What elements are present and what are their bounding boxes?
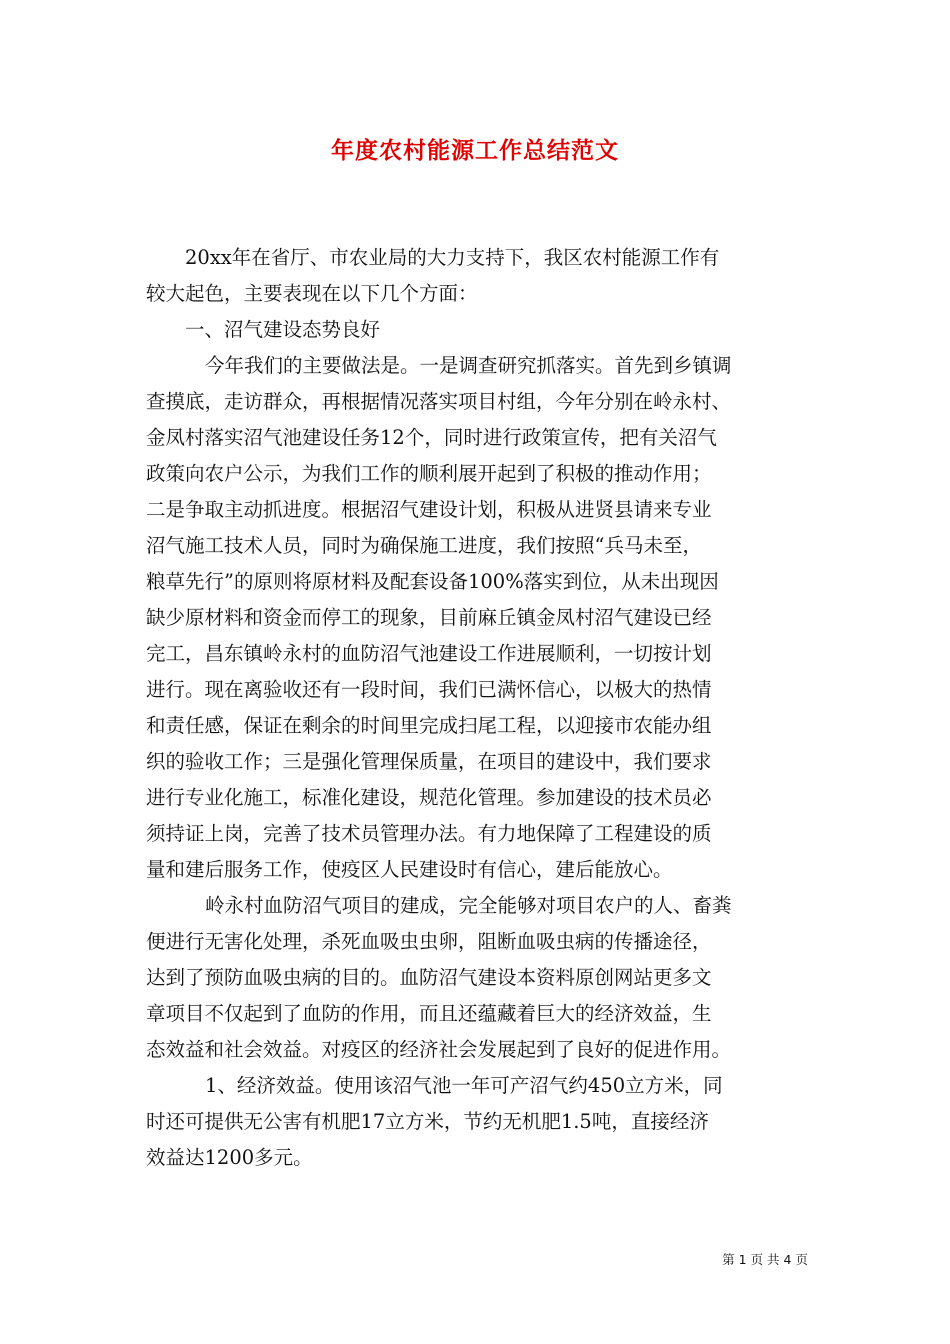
body-line: 粮草先行”的原则将原材料及配套设备100%落实到位，从未出现因 <box>146 570 719 593</box>
body-line: 态效益和社会效益。对疫区的经济社会发展起到了良好的促进作用。 <box>146 1038 732 1061</box>
body-line: 较大起色，主要表现在以下几个方面： <box>146 282 478 305</box>
footer-prefix: 第 <box>722 1252 735 1267</box>
page-footer <box>722 1250 808 1268</box>
body-line: 二是争取主动抓进度。根据沼气建设计划，积极从进贤县请来专业 <box>146 498 712 521</box>
body-line: 今年我们的主要做法是。一是调查研究抓落实。首先到乡镇调 <box>205 354 732 377</box>
body-line: 金凤村落实沼气池建设任务12个，同时进行政策宣传，把有关沼气 <box>146 426 717 449</box>
section-heading: 一、沼气建设态势良好 <box>185 318 381 341</box>
body-line: 便进行无害化处理，杀死血吸虫虫卵，阻断血吸虫病的传播途径， <box>146 930 712 953</box>
document-title: 年度农村能源工作总结范文 <box>331 137 619 164</box>
body-line: 达到了预防血吸虫病的目的。血防沼气建设本资料原创网站更多文 <box>146 966 712 989</box>
body-line: 量和建后服务工作，使疫区人民建设时有信心，建后能放心。 <box>146 858 673 881</box>
footer-suffix: 页 <box>795 1252 808 1267</box>
body-line: 岭永村血防沼气项目的建成，完全能够对项目农户的人、畜粪 <box>205 894 732 917</box>
body-line: 效益达1200多元。 <box>146 1146 313 1169</box>
body-line: 20xx年在省厅、市农业局的大力支持下，我区农村能源工作有 <box>185 246 720 269</box>
body-line: 时还可提供无公害有机肥17立方米，节约无机肥1.5吨，直接经济 <box>146 1110 709 1133</box>
footer-middle: 页 共 <box>750 1252 780 1267</box>
body-line: 章项目不仅起到了血防的作用，而且还蕴藏着巨大的经济效益，生 <box>146 1002 712 1025</box>
body-line: 1、经济效益。使用该沼气池一年可产沼气约450立方米，同 <box>205 1074 723 1097</box>
body-line: 和责任感，保证在剩余的时间里完成扫尾工程，以迎接市农能办组 <box>146 714 712 737</box>
body-line: 缺少原材料和资金而停工的现象，目前麻丘镇金凤村沼气建设已经 <box>146 606 712 629</box>
body-line: 进行专业化施工，标准化建设，规范化管理。参加建设的技术员必 <box>146 786 712 809</box>
body-line: 织的验收工作；三是强化管理保质量，在项目的建设中，我们要求 <box>146 750 712 773</box>
body-line: 政策向农户公示，为我们工作的顺利展开起到了积极的推动作用； <box>146 462 712 485</box>
footer-total-pages: 4 <box>783 1252 792 1267</box>
body-line: 沼气施工技术人员，同时为确保施工进度，我们按照“兵马未至， <box>146 534 702 557</box>
footer-page-number: 1 <box>738 1252 747 1267</box>
body-line: 须持证上岗，完善了技术员管理办法。有力地保障了工程建设的质 <box>146 822 712 845</box>
body-line: 查摸底，走访群众，再根据情况落实项目村组，今年分别在岭永村、 <box>146 390 732 413</box>
body-line: 进行。现在离验收还有一段时间，我们已满怀信心，以极大的热情 <box>146 678 712 701</box>
body-line: 完工，昌东镇岭永村的血防沼气池建设工作进展顺利，一切按计划 <box>146 642 712 665</box>
